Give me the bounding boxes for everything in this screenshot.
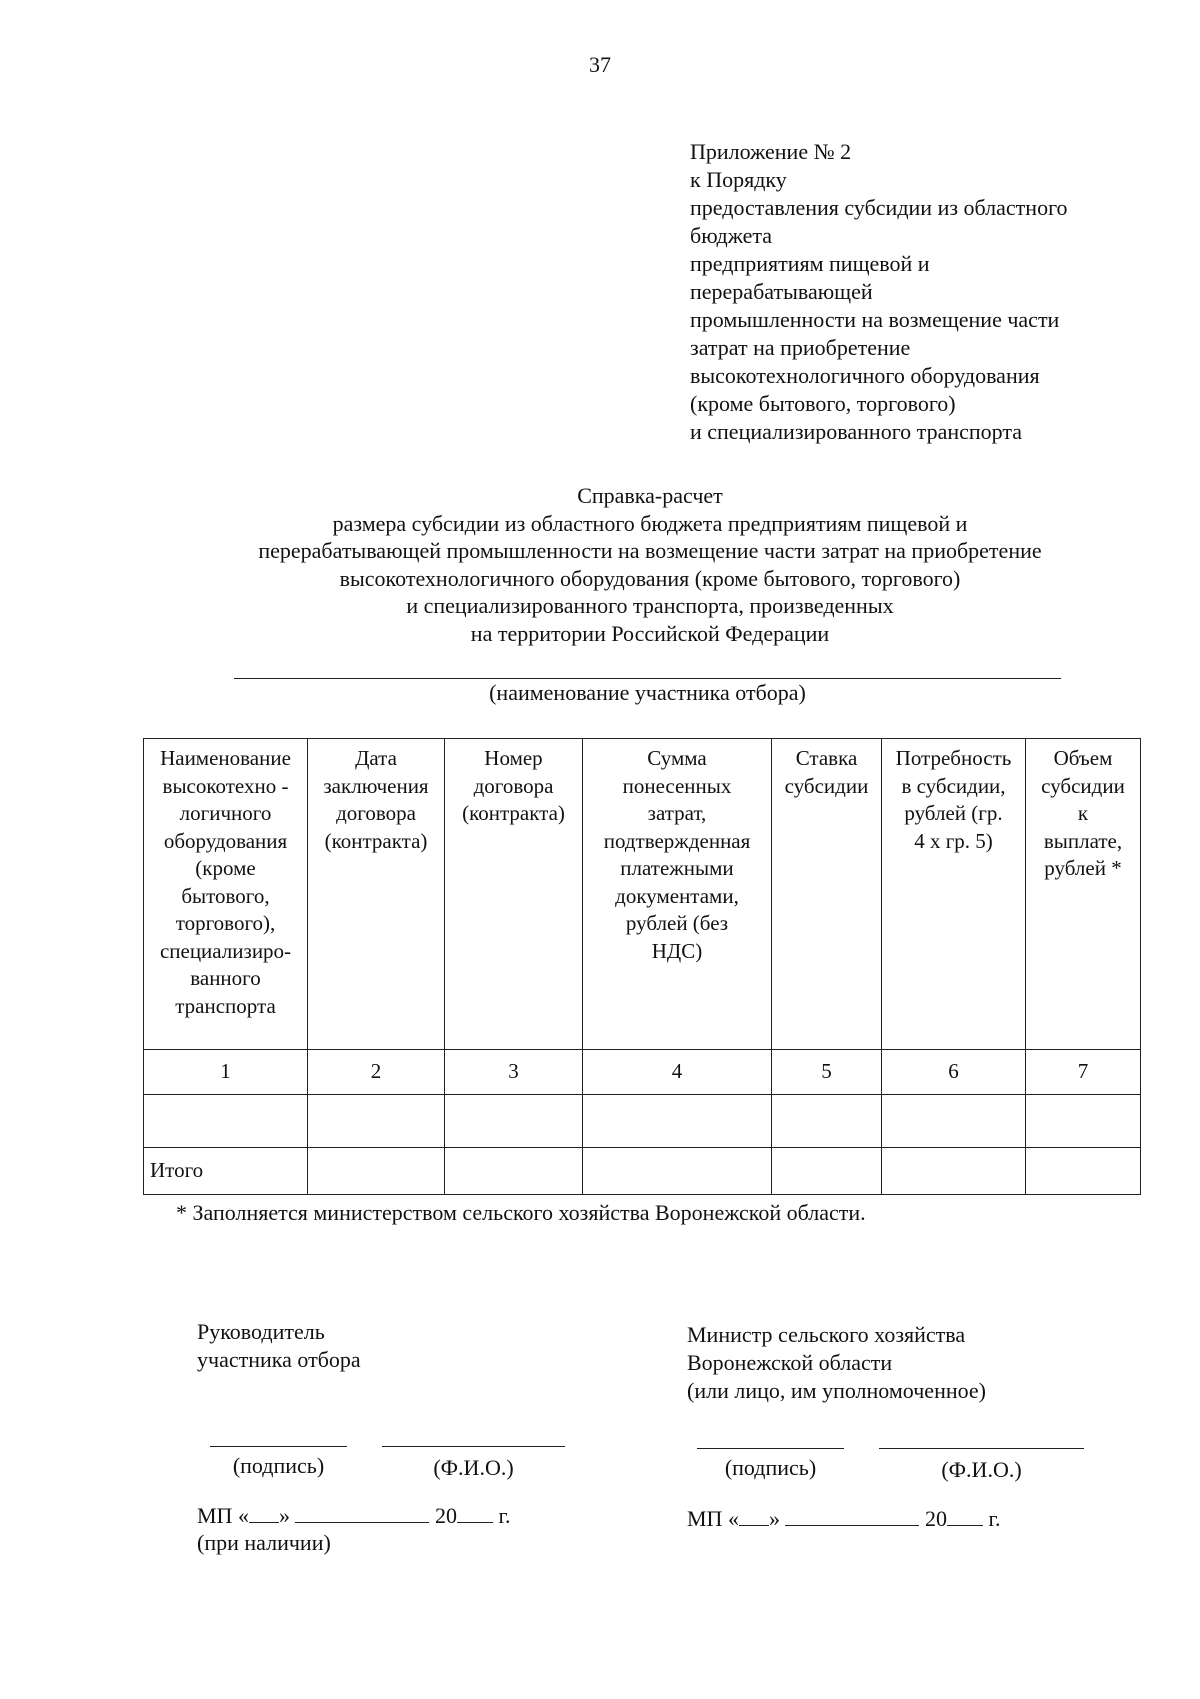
title-line: Воронежской области [687, 1350, 893, 1375]
signature-caption: (подпись) [724, 1455, 817, 1480]
table-cell [445, 1095, 583, 1148]
participant-name-blank [234, 678, 1061, 679]
stamp-date-line [687, 1505, 1001, 1532]
appendix-line: предоставления субсидии из областного [690, 195, 1068, 220]
column-header-payout [1026, 739, 1141, 1050]
column-number: 7 [1026, 1050, 1141, 1095]
header-line: Сумма [647, 746, 707, 770]
year-prefix: 20 [434, 1503, 457, 1528]
header-line: субсидии [1041, 773, 1125, 798]
heading-line: на территории Российской Федерации [470, 620, 830, 646]
header-line: заключения [323, 773, 429, 798]
header-line: бытового, [181, 883, 270, 908]
year-suffix: г. [988, 1506, 1001, 1531]
column-number: 2 [308, 1050, 445, 1095]
header-line: рублей (без [625, 911, 729, 935]
header-line: 4 x гр. 5) [914, 828, 993, 853]
participant-caption: (наименование участника отбора) [489, 680, 806, 705]
year-blank [457, 1502, 493, 1523]
header-line: понесенных [622, 773, 732, 798]
heading-line: перерабатывающей промышленности на возмещение части затрат на приобретение [258, 538, 1042, 563]
appendix-line: высокотехнологичного оборудования [690, 363, 1040, 388]
name-caption: (Ф.И.О.) [433, 1455, 514, 1480]
column-header-need [882, 739, 1026, 1050]
table-cell [882, 1148, 1026, 1195]
appendix-line: к Порядку [690, 167, 787, 192]
month-blank [785, 1505, 919, 1526]
year-prefix: 20 [924, 1506, 947, 1531]
year-suffix: г. [498, 1503, 511, 1528]
quote-close: » [768, 1506, 780, 1531]
participant-head-title [197, 1318, 361, 1374]
table-cell [772, 1095, 882, 1148]
header-line: ванного [190, 966, 261, 990]
signature-blank [210, 1446, 347, 1447]
signature-blank [697, 1448, 844, 1449]
header-line: НДС) [651, 938, 703, 963]
month-blank [295, 1502, 429, 1523]
header-line: договора [473, 773, 554, 798]
day-blank [249, 1502, 279, 1523]
header-line: специализиро- [159, 938, 292, 963]
table-header-row [144, 739, 1141, 1050]
header-line: (кроме [195, 856, 256, 880]
header-line: Потребность [895, 746, 1012, 770]
appendix-line: предприятиям пищевой и [690, 251, 930, 276]
column-number: 4 [583, 1050, 772, 1095]
quote-close: » [278, 1503, 290, 1528]
title-line: (или лицо, им уполномоченное) [687, 1378, 986, 1403]
footnote: * Заполняется министерством сельского хозяйства Воронежской области. [176, 1200, 866, 1225]
stamp-note: (при наличии) [197, 1530, 331, 1555]
header-line: выплате, [1043, 828, 1123, 853]
name-blank [382, 1446, 565, 1447]
page-number: 37 [589, 52, 611, 77]
header-line: подтвержденная [603, 828, 751, 853]
stamp-label: МП « [197, 1503, 249, 1528]
header-line: высокотехно - [162, 773, 289, 798]
column-header-costs [583, 739, 772, 1050]
header-line: оборудования [163, 828, 288, 853]
header-line: Объем [1053, 746, 1113, 770]
name-blank [879, 1448, 1084, 1449]
header-line: Дата [355, 746, 397, 770]
table-cell [144, 1095, 308, 1148]
heading-line: размера субсидии из областного бюджета предприятиям пищевой и [332, 510, 968, 536]
header-line: к [1077, 801, 1089, 825]
table-cell [772, 1148, 882, 1195]
total-label: Итого [144, 1148, 308, 1195]
signature-caption: (подпись) [232, 1453, 325, 1478]
stamp-label: МП « [687, 1506, 739, 1531]
column-header-contract-number [445, 739, 583, 1050]
column-number: 3 [445, 1050, 583, 1095]
header-line: транспорта [175, 993, 276, 1018]
header-line: договора [336, 801, 416, 825]
heading-title: Справка-расчет [577, 483, 723, 508]
header-line: торгового), [175, 911, 276, 935]
appendix-line: затрат на приобретение [690, 335, 911, 360]
header-line: (контракта) [324, 828, 428, 853]
header-line: документами, [615, 883, 739, 908]
minister-title [687, 1321, 986, 1405]
title-line: Руководитель [197, 1319, 325, 1344]
heading-line: высокотехнологичного оборудования (кроме бытового, торгового) [339, 565, 961, 591]
header-line: затрат, [647, 801, 707, 825]
header-line: рублей * [1044, 856, 1122, 880]
header-line: Наименование [160, 746, 291, 770]
appendix-block [690, 138, 1160, 446]
table-cell [308, 1095, 445, 1148]
total-row [144, 1148, 1141, 1195]
column-number: 6 [882, 1050, 1026, 1095]
day-blank [739, 1505, 769, 1526]
year-blank [947, 1505, 983, 1526]
column-number: 5 [772, 1050, 882, 1095]
column-header-contract-date [308, 739, 445, 1050]
header-line: Номер [484, 746, 543, 770]
table-cell [882, 1095, 1026, 1148]
appendix-line: промышленности на возмещение части [690, 307, 1060, 332]
header-line: в субсидии, [901, 773, 1006, 798]
appendix-line: (кроме бытового, торгового) [690, 391, 956, 416]
name-caption: (Ф.И.О.) [941, 1457, 1022, 1482]
column-header-rate [772, 739, 882, 1050]
header-line: платежными [620, 856, 734, 880]
header-line: субсидии [784, 773, 869, 798]
header-line: (контракта) [462, 801, 565, 825]
table-row [144, 1095, 1141, 1148]
heading-line: и специализированного транспорта, произведенных [406, 593, 894, 618]
appendix-line: перерабатывающей [690, 279, 873, 304]
table-cell [583, 1148, 772, 1195]
column-numbers-row [144, 1050, 1141, 1095]
appendix-line: бюджета [690, 223, 773, 248]
column-header-equipment [144, 739, 308, 1050]
table-cell [583, 1095, 772, 1148]
document-heading [120, 482, 1180, 647]
table-cell [1026, 1095, 1141, 1148]
stamp-date-line [197, 1502, 511, 1529]
table-cell [445, 1148, 583, 1195]
appendix-line: и специализированного транспорта [690, 419, 1022, 444]
table-cell [1026, 1148, 1141, 1195]
header-line: рублей (гр. [904, 801, 1003, 825]
header-line: логичного [179, 801, 272, 825]
title-line: Министр сельского хозяйства [687, 1322, 966, 1347]
header-line: Ставка [795, 746, 858, 770]
title-line: участника отбора [197, 1347, 361, 1372]
subsidy-calculation-table [143, 738, 1141, 1195]
appendix-line: Приложение № 2 [690, 139, 852, 164]
table-cell [308, 1148, 445, 1195]
column-number: 1 [144, 1050, 308, 1095]
